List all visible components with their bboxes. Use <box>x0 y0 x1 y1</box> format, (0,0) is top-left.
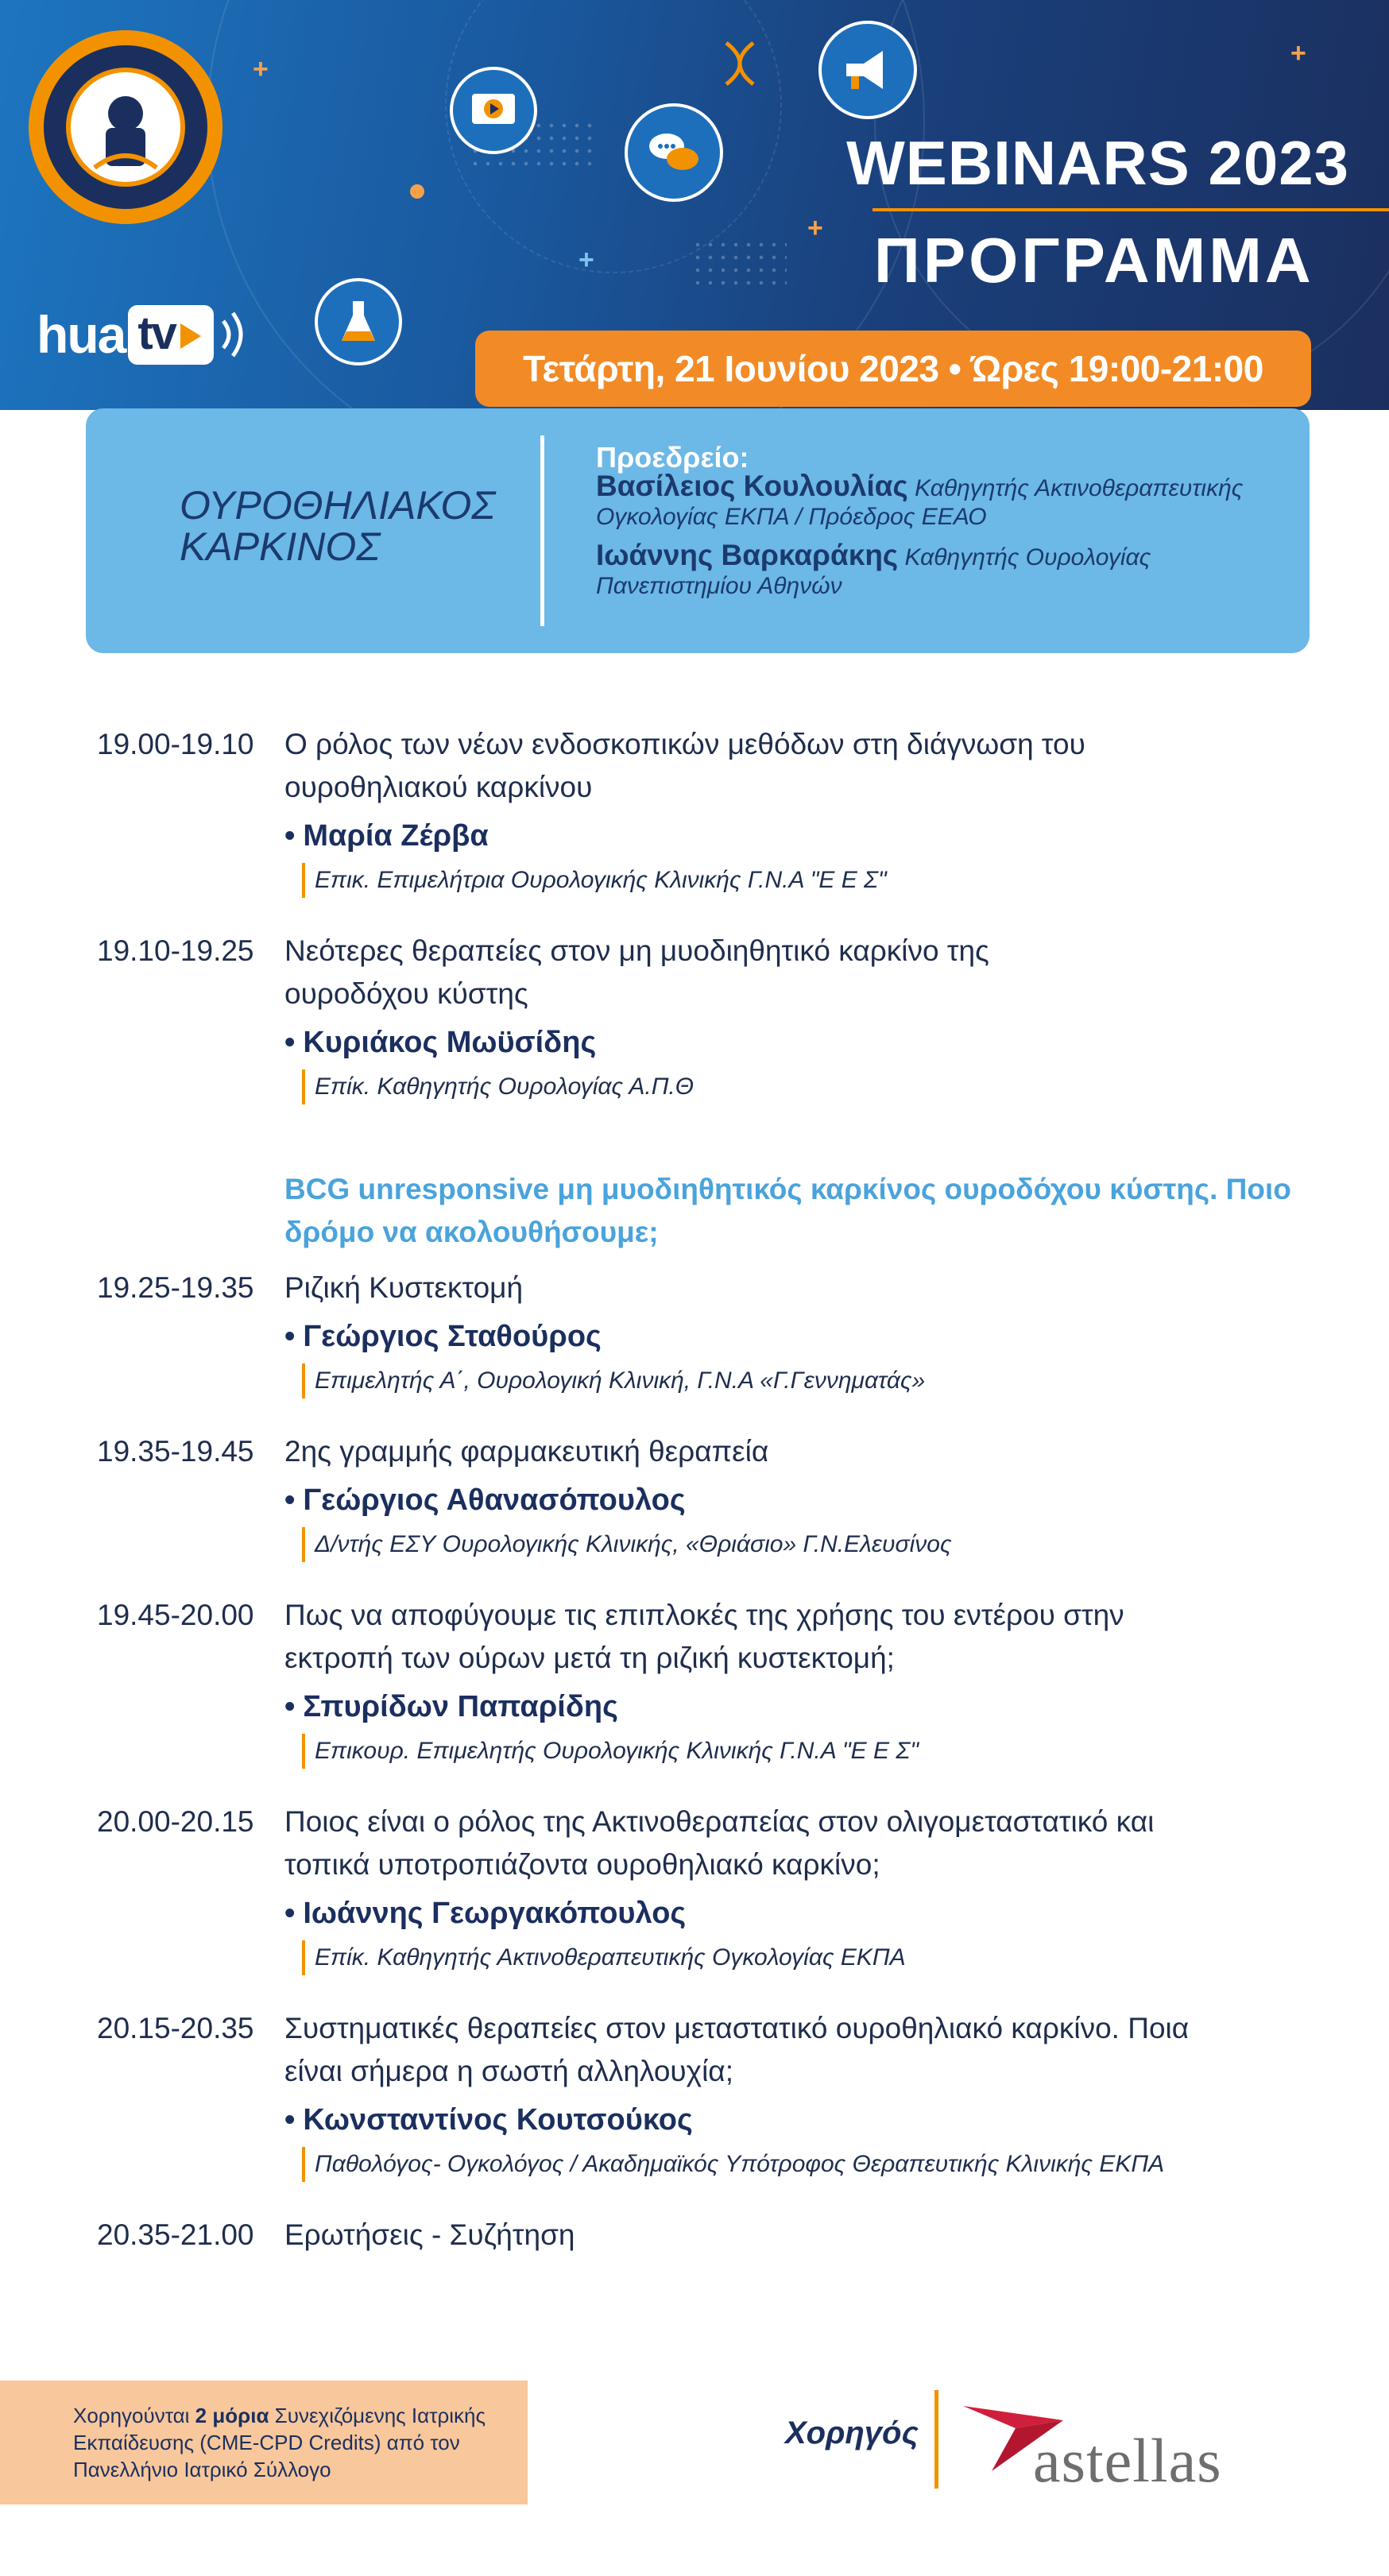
dna-icon <box>720 40 760 91</box>
item-affiliation: Επικουρ. Επιμελητής Ουρολογικής Κλινικής Γ.Ν.Α "Ε Ε Σ" <box>302 1734 1389 1769</box>
decor-plus: + <box>253 54 269 84</box>
chair-entry <box>596 472 1295 532</box>
programme-item <box>0 1267 1389 1398</box>
chair-entry <box>596 541 1295 601</box>
item-topic: Συστηματικές θεραπείες στον μεταστατικό ουροθηλιακό καρκίνο. Ποια είναι σήμερα η σωστή αλληλουχία; <box>284 2012 1190 2087</box>
programme-item <box>0 2214 1389 2257</box>
play-icon <box>180 323 201 349</box>
programme-item <box>0 2007 1389 2182</box>
item-speaker: • Γεώργιος Αθανασόπουλος <box>284 1483 686 1517</box>
video-play-icon <box>450 67 537 154</box>
item-time: 19.35-19.45 <box>97 1435 254 1468</box>
credits-box <box>0 2381 528 2504</box>
chair-role: Καθηγητής Ακτινοθεραπευτικής Ογκολογίας ΕΚΠΑ / Πρόεδρος ΕΕΑΟ <box>596 475 1244 530</box>
programme-list <box>0 723 1389 2288</box>
huatv-brand <box>37 299 250 370</box>
page-title: WEBINARS 2023 <box>846 128 1349 198</box>
item-speaker: • Σπυρίδων Παπαρίδης <box>284 1690 618 1723</box>
decor-dots <box>691 238 787 286</box>
brand-tv <box>128 305 214 365</box>
item-affiliation: Δ/ντής ΕΣΥ Ουρολογικής Κλινικής, «Θριάσιο» Γ.Ν.Ελευσίνος <box>302 1527 1389 1562</box>
item-time: 20.35-21.00 <box>97 2218 254 2251</box>
brand-hua: hua <box>37 305 126 364</box>
item-speaker: • Κυριάκος Μωϋσίδης <box>284 1026 597 1059</box>
session-title-line: ΚΑΡΚΙΝΟΣ <box>180 524 381 569</box>
item-affiliation: Επικ. Επιμελήτρια Ουρολογικής Κλινικής Γ.Ν.Α "Ε Ε Σ" <box>302 863 1389 898</box>
item-topic: Ο ρόλος των νέων ενδοσκοπικών μεθόδων στη διάγνωση του ουροθηλιακού καρκίνου <box>284 728 1085 803</box>
chairs-block <box>596 443 1295 601</box>
sponsor-label: Χορηγός <box>785 2415 919 2450</box>
session-divider <box>540 435 544 626</box>
chairs-label: Προεδρείο: <box>596 441 749 474</box>
item-speaker: • Ιωάννης Γεωργακόπουλος <box>284 1897 687 1930</box>
megaphone-icon <box>818 21 917 119</box>
credits-pre: Χορηγούνται <box>73 2404 195 2427</box>
item-affiliation: Επίκ. Καθηγητής Ουρολογίας Α.Π.Θ <box>302 1069 1389 1104</box>
item-time: 19.00-19.10 <box>97 728 254 760</box>
credits-post: Συνεχιζόμενης Ιατρικής Εκπαίδευσης (CME-CPD Credits) από τον Πανελλήνιο Ιατρικό Σύλλογο <box>73 2404 486 2481</box>
item-affiliation: Επίκ. Καθηγητής Ακτινοθεραπευτικής Ογκολογίας ΕΚΠΑ <box>302 1940 1389 1975</box>
programme-item <box>0 1430 1389 1562</box>
item-topic: Ερωτήσεις - Συζήτηση <box>284 2218 575 2251</box>
hua-logo <box>29 30 222 224</box>
sponsor-name: astellas <box>1033 2426 1222 2495</box>
item-time: 19.25-19.35 <box>97 1271 254 1304</box>
programme-item <box>0 930 1389 1104</box>
decor-plus: + <box>807 213 823 243</box>
item-affiliation: Παθολόγος- Ογκολόγος / Ακαδημαϊκός Υπότροφος Θεραπευτικής Κλινικής ΕΚΠΑ <box>302 2147 1389 2182</box>
item-topic: Ριζική Κυστεκτομή <box>284 1271 524 1304</box>
brand-tv-text: tv <box>137 307 176 359</box>
decor-dot <box>410 184 424 199</box>
flask-icon <box>315 278 402 366</box>
programme-item <box>0 723 1389 898</box>
item-topic: 2ης γραμμής φαρμακευτική θεραπεία <box>284 1435 769 1468</box>
item-time: 20.00-20.15 <box>97 1805 254 1838</box>
item-affiliation: Επιμελητής Α΄, Ουρολογική Κλινική, Γ.Ν.Α «Γ.Γεννηματάς» <box>302 1363 1389 1398</box>
item-time: 19.45-20.00 <box>97 1599 254 1631</box>
item-speaker: • Μαρία Ζέρβα <box>284 819 489 853</box>
sponsor-divider <box>934 2390 938 2489</box>
chat-bubbles-icon <box>625 103 723 202</box>
item-time: 20.15-20.35 <box>97 2012 254 2044</box>
speaker-name: Κωνσταντίνος Κουτσούκος <box>303 2103 693 2137</box>
session-title <box>180 485 545 567</box>
item-topic: Πως να αποφύγουμε τις επιπλοκές της χρήσης του εντέρου στην εκτροπή των ούρων μετά τη ριζική κυστεκτομή; <box>284 1599 1124 1674</box>
speaker-name: Σπυρίδων Παπαρίδης <box>303 1690 618 1723</box>
signal-waves-icon <box>219 307 250 362</box>
decor-plus: + <box>1290 38 1306 68</box>
page-subtitle: ΠΡΟΓΡΑΜΜΑ <box>874 225 1314 296</box>
chair-name: Ιωάννης Βαρκαράκης <box>596 539 899 571</box>
speaker-name: Γεώργιος Αθανασόπουλος <box>303 1483 686 1517</box>
programme-item <box>0 1800 1389 1975</box>
speaker-name: Μαρία Ζέρβα <box>303 819 489 853</box>
programme-item <box>0 1594 1389 1769</box>
item-time: 19.10-19.25 <box>97 934 254 967</box>
session-title-line: ΟΥΡΟΘΗΛΙΑΚΟΣ <box>180 483 496 528</box>
section-subtitle: BCG unresponsive μη μυοδιηθητικός καρκίνος ουροδόχου κύστης. Ποιο δρόμο να ακολουθήσουμε; <box>284 1173 1291 1248</box>
date-badge: Τετάρτη, 21 Ιουνίου 2023 • Ώρες 19:00-21:00 <box>475 331 1311 407</box>
speaker-name: Κυριάκος Μωϋσίδης <box>303 1026 597 1059</box>
chair-name: Βασίλειος Κουλουλίας <box>596 470 908 502</box>
speaker-name: Γεώργιος Σταθούρος <box>303 1320 602 1353</box>
credits-text <box>73 2402 528 2483</box>
item-topic: Ποιος είναι ο ρόλος της Ακτινοθεραπείας στον ολιγομεταστατικό και τοπικά υποτροπιάζοντα ουροθηλιακό καρκίνο; <box>284 1805 1155 1881</box>
speaker-name: Ιωάννης Γεωργακόπουλος <box>303 1897 687 1930</box>
item-speaker: • Γεώργιος Σταθούρος <box>284 1320 602 1353</box>
item-speaker: • Κωνσταντίνος Κουτσούκος <box>284 2103 693 2137</box>
title-divider <box>872 208 1389 211</box>
item-topic: Νεότερες θεραπείες στον μη μυοδιηθητικό καρκίνο της ουροδόχου κύστης <box>284 934 989 1010</box>
hua-logo-ring <box>44 45 207 209</box>
session-panel <box>86 408 1310 653</box>
chair-role: Καθηγητής Ουρολογίας Πανεπιστημίου Αθηνών <box>596 544 1151 599</box>
hua-logo-emblem <box>66 68 185 187</box>
astellas-logo <box>960 2388 1294 2495</box>
credits-bold: 2 μόρια <box>195 2404 269 2427</box>
decor-plus: + <box>578 245 594 275</box>
